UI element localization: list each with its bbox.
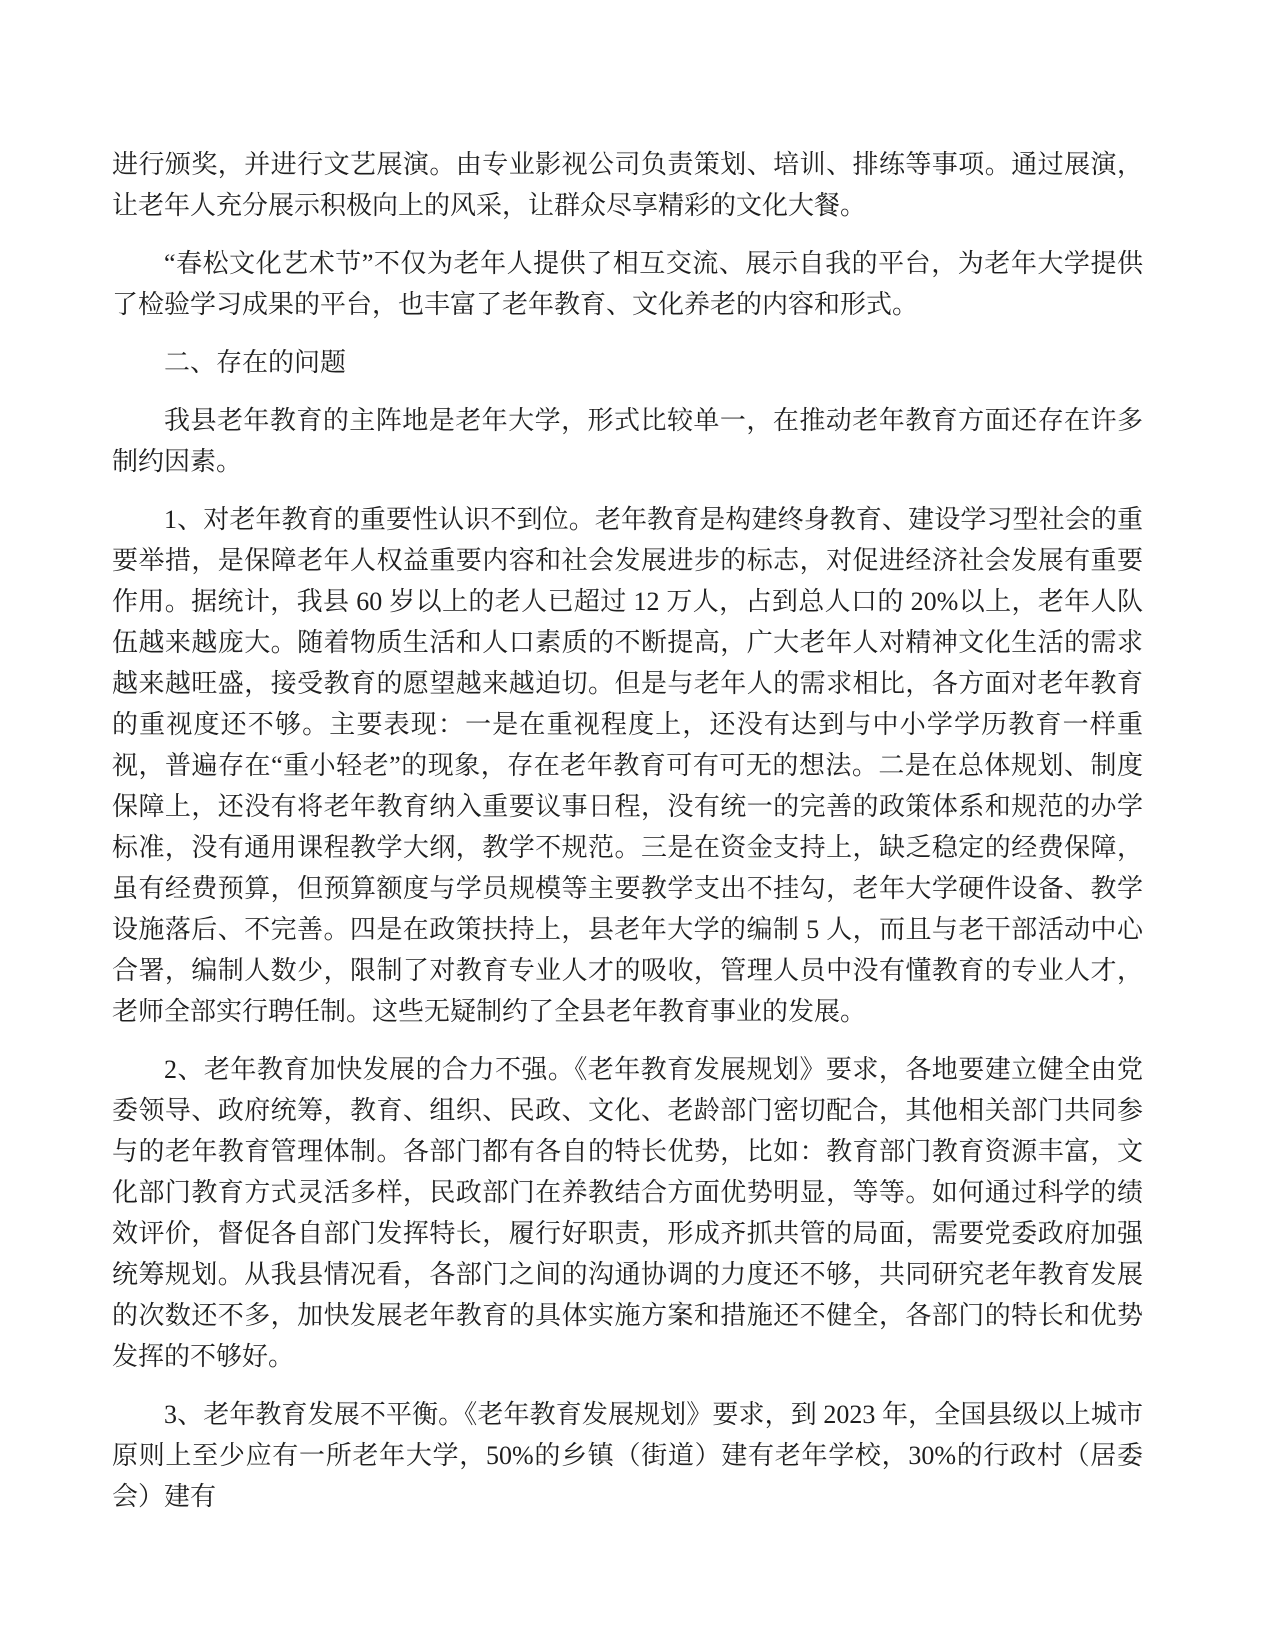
paragraph-award-performance: 进行颁奖，并进行文艺展演。由专业影视公司负责策划、培训、排练等事项。通过展演，让老年人充分展示积极向上的风采，让群众尽享精彩的文化大餐。 (112, 150, 1143, 220)
paragraph-constraints-intro: 我县老年教育的主阵地是老年大学，形式比较单一，在推动老年教育方面还存在许多制约因素。 (112, 406, 1143, 476)
paragraph-issue-2-weak-joint-effort: 2、老年教育加快发展的合力不强。《老年教育发展规划》要求，各地要建立健全由党委领导、政府统筹，教育、组织、民政、文化、老龄部门密切配合，其他相关部门共同参与的老年教育管理体制。各部门都有各自的特长优势，比如：教育部门教育资源丰富，文化部门教育方式灵活多样，民政部门在养教结合方面优势明显，等等。如何通过科学的绩效评价，督促各自部门发挥特长，履行好职责，形成齐抓共管的局面，需要党委政府加强统筹规划。从我县情况看，各部门之间的沟通协调的力度还不够，共同研究老年教育发展的次数还不多，加快发展老年教育的具体实施方案和措施还不健全，各部门的特长和优势发挥的不够好。 (112, 1055, 1143, 1371)
paragraph-festival-platform: “春松文化艺术节”不仅为老年人提供了相互交流、展示自我的平台，为老年大学提供了检验学习成果的平台，也丰富了老年教育、文化养老的内容和形式。 (112, 249, 1143, 319)
paragraph-issue-3-unbalanced-development: 3、老年教育发展不平衡。《老年教育发展规划》要求，到 2023 年，全国县级以上城市原则上至少应有一所老年大学，50%的乡镇（街道）建有老年学校，30%的行政村（居委会）建有 (112, 1400, 1143, 1511)
paragraph-issue-1-insufficient-recognition: 1、对老年教育的重要性认识不到位。老年教育是构建终身教育、建设学习型社会的重要举措，是保障老年人权益重要内容和社会发展进步的标志，对促进经济社会发展有重要作用。据统计，我县 60 岁以上的老人已超过 12 万人，占到总人口的 20%以上，老年人队伍越来越庞大。随着物质生活和人口素质的不断提高，广大老年人对精神文化生活的需求越来越旺盛，接受教育的愿望越来越迫切。但是与老年人的需求相比，各方面对老年教育的重视度还不够。主要表现：一是在重视程度上，还没有达到与中小学学历教育一样重视，普遍存在“重小轻老”的现象，存在老年教育可有可无的想法。二是在总体规划、制度保障上，还没有将老年教育纳入重要议事日程，没有统一的完善的政策体系和规范的办学标准，没有通用课程教学大纲，教学不规范。三是在资金支持上，缺乏稳定的经费保障，虽有经费预算，但预算额度与学员规模等主要教学支出不挂勾，老年大学硬件设备、教学设施落后、不完善。四是在政策扶持上，县老年大学的编制 5 人，而且与老干部活动中心合署，编制人数少，限制了对教育专业人才的吸收，管理人员中没有懂教育的专业人才，老师全部实行聘任制。这些无疑制约了全县老年教育事业的发展。 (112, 505, 1143, 1026)
section-heading-existing-problems: 二、存在的问题 (164, 348, 347, 377)
